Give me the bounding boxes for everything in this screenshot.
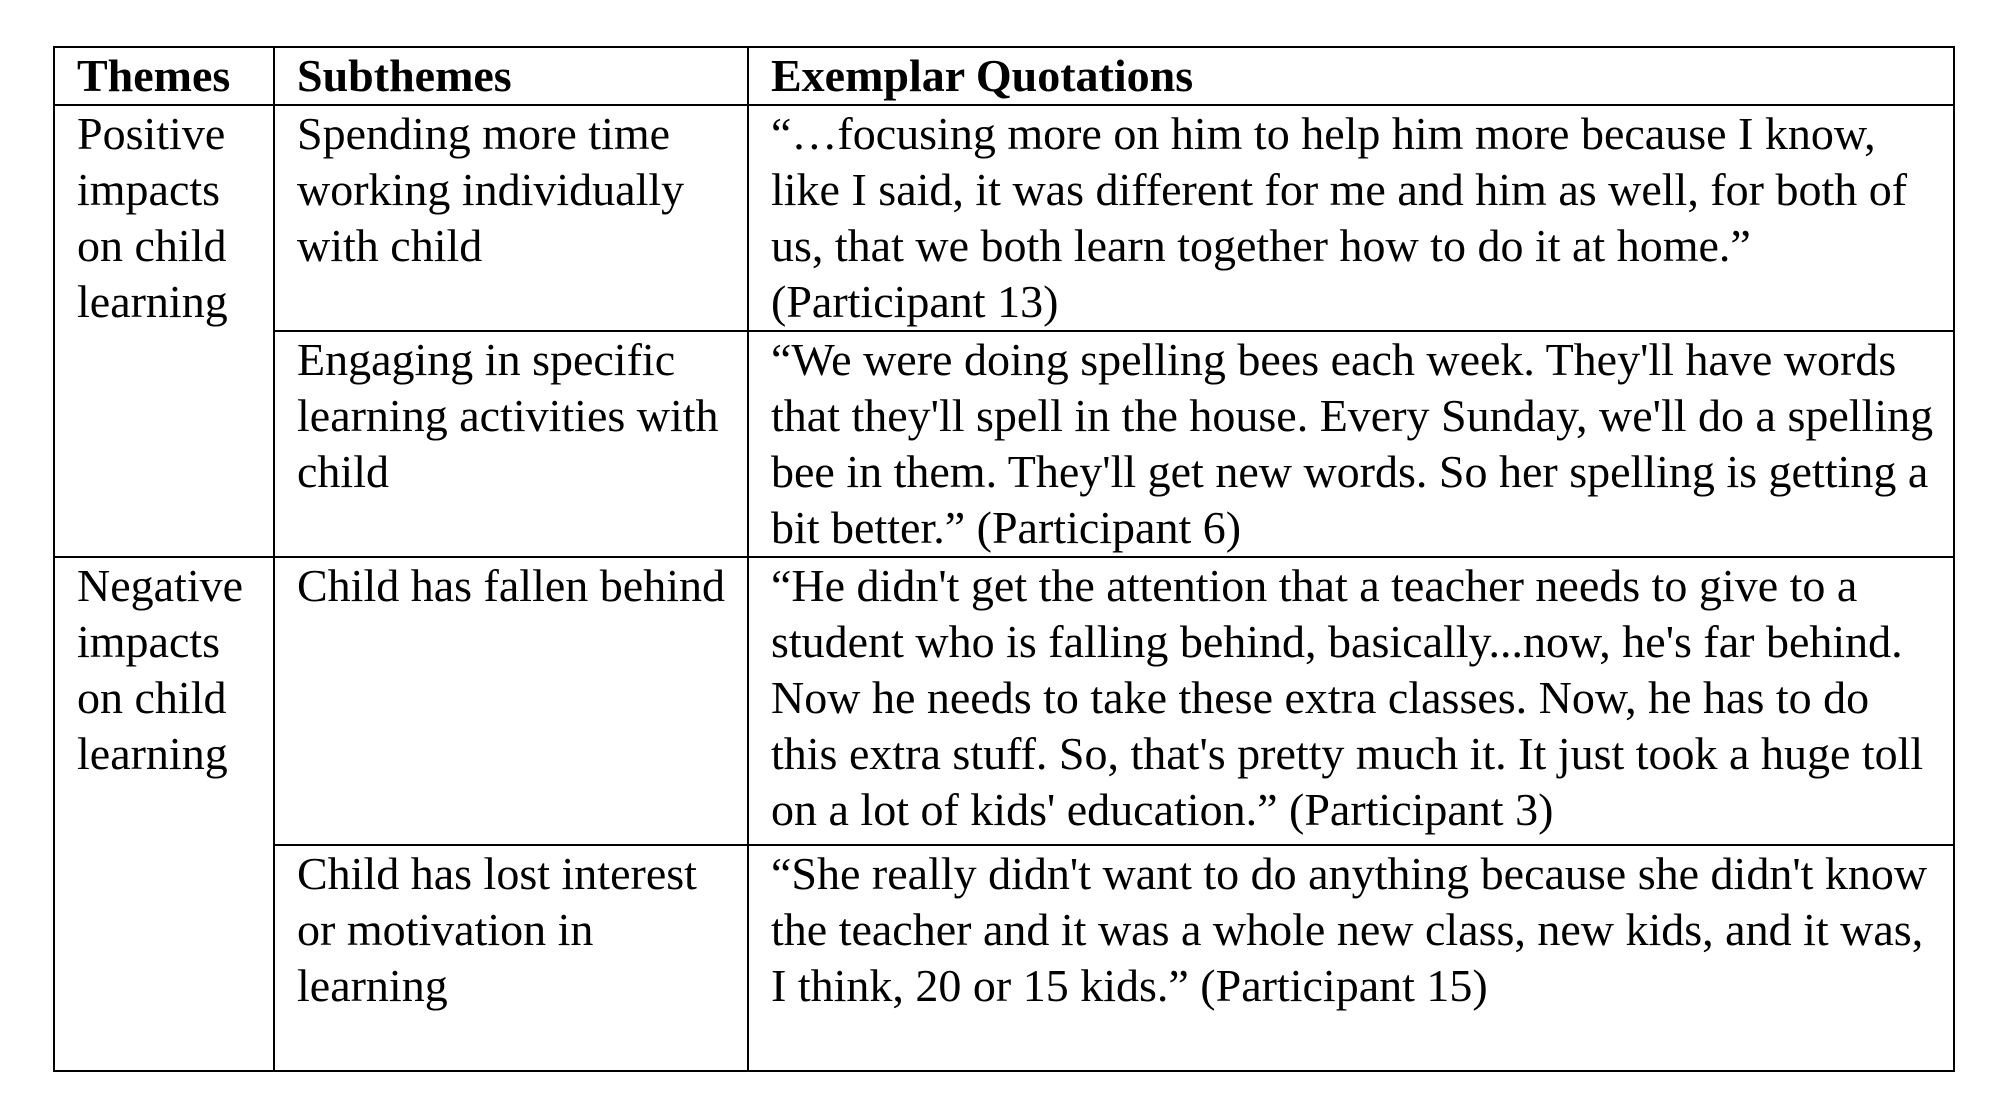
table-row [54, 105, 1954, 331]
subtheme-cell: Child has fallen behind [274, 557, 748, 845]
theme-cell-negative: Negative impacts on child learning [54, 557, 274, 1071]
subtheme-cell: Child has lost interest or motivation in learning [274, 845, 748, 1071]
quotation-cell: “He didn't get the attention that a teacher needs to give to a student who is falling behind, basically...now, he's far behind. Now he needs to take these extra classes. Now, he has to do this extra stuff. So, that's pretty much it. It just took a huge toll on a lot of kids' education.” (Participant 3) [748, 557, 1954, 845]
table-row [54, 557, 1954, 845]
table-row [54, 845, 1954, 1071]
subtheme-cell: Engaging in specific learning activities with child [274, 331, 748, 557]
table-row [54, 331, 1954, 557]
quotation-cell: “We were doing spelling bees each week. They'll have words that they'll spell in the house. Every Sunday, we'll do a spelling bee in them. They'll get new words. So her spelling is getting a bit better.” (Participant 6) [748, 331, 1954, 557]
quotation-cell: “She really didn't want to do anything because she didn't know the teacher and it was a whole new class, new kids, and it was, I think, 20 or 15 kids.” (Participant 15) [748, 845, 1954, 1071]
themes-table [53, 46, 1955, 1072]
header-themes: Themes [54, 47, 274, 105]
theme-cell-positive: Positive impacts on child learning [54, 105, 274, 557]
header-exemplar-quotations: Exemplar Quotations [748, 47, 1954, 105]
header-row [54, 47, 1954, 105]
quotation-cell: “…focusing more on him to help him more because I know, like I said, it was different for me and him as well, for both of us, that we both learn together how to do it at home.” (Participant 13) [748, 105, 1954, 331]
header-subthemes: Subthemes [274, 47, 748, 105]
subtheme-cell: Spending more time working individually with child [274, 105, 748, 331]
